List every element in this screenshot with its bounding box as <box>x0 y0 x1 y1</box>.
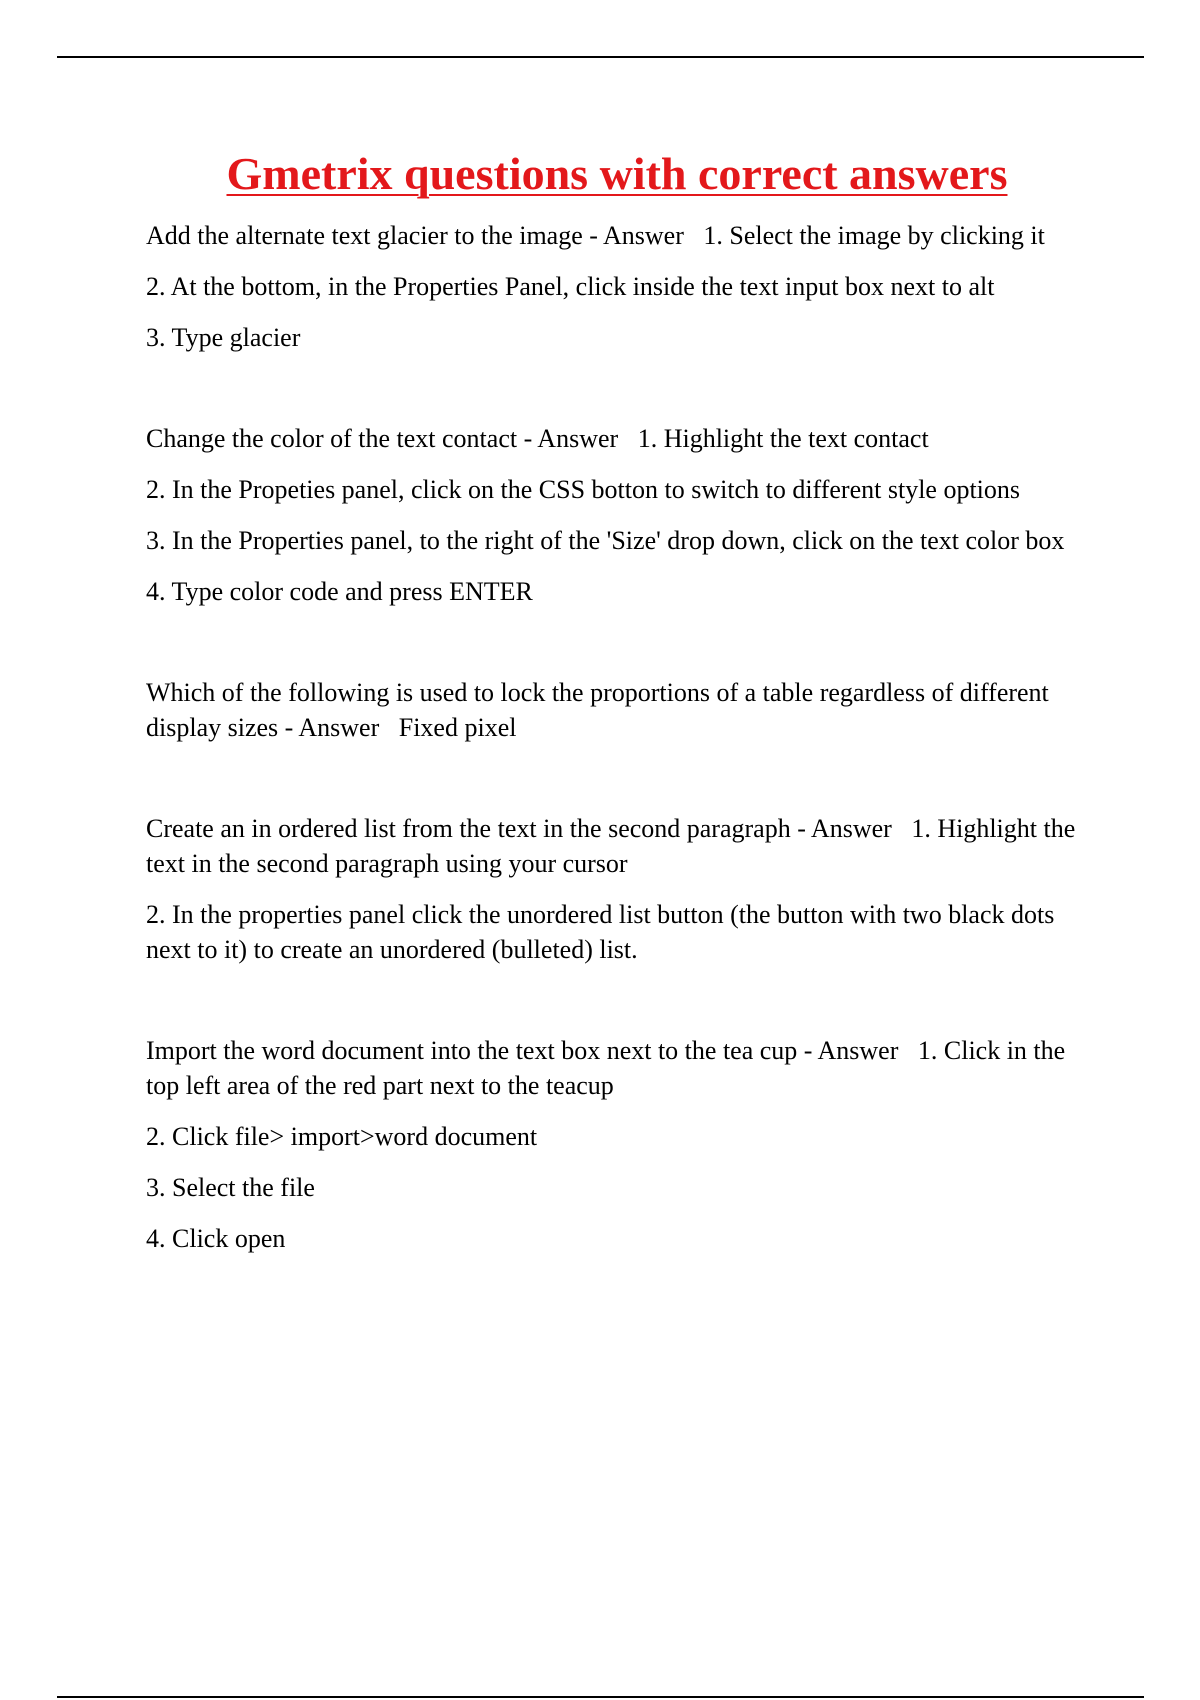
qa-item <box>146 675 1086 745</box>
question-text: Import the word document into the text box next to the tea cup - Answer <box>146 1036 899 1065</box>
answer-step: 4. Type color code and press ENTER <box>146 577 533 606</box>
answer-text: 1. Select the image by clicking it <box>703 221 1045 250</box>
document-title: Gmetrix questions with correct answers <box>226 148 1008 199</box>
qa-item <box>146 421 1086 609</box>
answer-step: 4. Click open <box>146 1224 286 1253</box>
answer-step: 3. In the Properties panel, to the right of the 'Size' drop down, click on the text color box <box>146 526 1065 555</box>
qa-item <box>146 1033 1086 1256</box>
document-body <box>146 218 1086 1256</box>
answer-text: 1. Highlight the text contact <box>637 424 929 453</box>
answer-step: 3. Type glacier <box>146 323 301 352</box>
question-paragraph <box>146 811 1086 881</box>
question-paragraph <box>146 218 1086 253</box>
answer-step: 2. Click file> import>word document <box>146 1122 538 1151</box>
answer-text: 1. Highlight the text in the second paragraph using your cursor <box>146 814 1076 878</box>
bottom-rule <box>57 1696 1144 1698</box>
answer-step: 2. At the bottom, in the Properties Panel, click inside the text input box next to alt <box>146 272 995 301</box>
question-text: Change the color of the text contact - Answer <box>146 424 619 453</box>
answer-step: 3. Select the file <box>146 1173 315 1202</box>
question-text: Which of the following is used to lock the proportions of a table regardless of different display sizes - Answer <box>146 678 1049 742</box>
answer-text: Fixed pixel <box>398 713 517 742</box>
qa-item <box>146 218 1086 355</box>
answer-text: 1. Click in the top left area of the red part next to the teacup <box>146 1036 1066 1100</box>
question-paragraph <box>146 421 1086 456</box>
answer-step: 2. In the Propeties panel, click on the CSS botton to switch to different style options <box>146 475 1021 504</box>
top-rule <box>57 56 1144 58</box>
question-text: Create an in ordered list from the text in the second paragraph - Answer <box>146 814 892 843</box>
question-paragraph <box>146 675 1086 745</box>
answer-step: 2. In the properties panel click the unordered list button (the button with two black dots next to it) to create an unordered (bulleted) list. <box>146 900 1055 964</box>
question-text: Add the alternate text glacier to the image - Answer <box>146 221 684 250</box>
question-paragraph <box>146 1033 1086 1103</box>
qa-item <box>146 811 1086 967</box>
